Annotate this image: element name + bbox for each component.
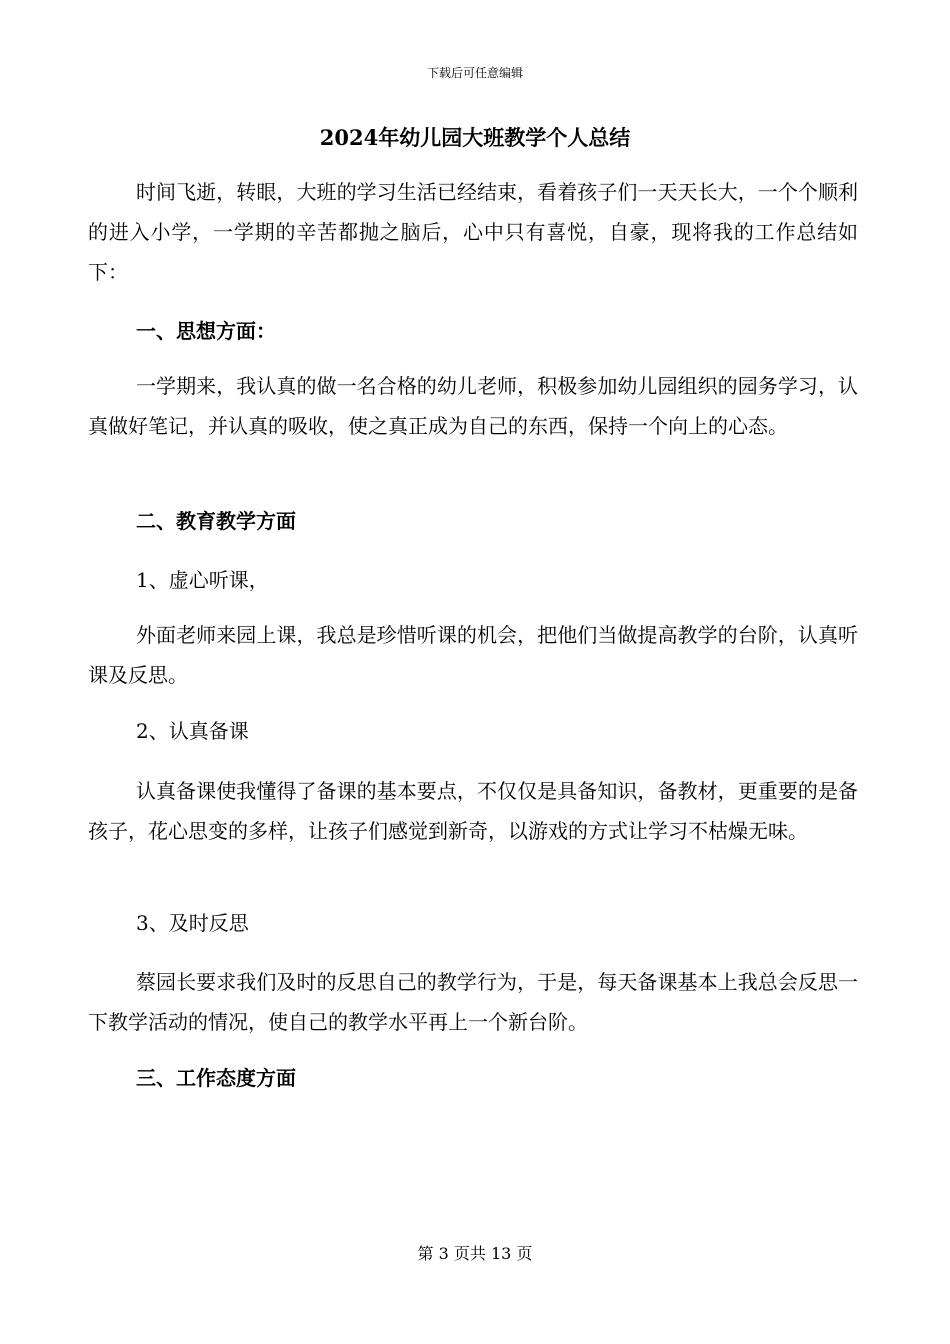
section-heading-teaching: 二、教育教学方面 [136, 509, 296, 533]
page-number-footer: 第 3 页共 13 页 [417, 1244, 533, 1263]
section-heading-thought: 一、思想方面： [136, 319, 276, 343]
subsection-title-preparation: 2、认真备课 [136, 719, 249, 743]
document-title: 2024年幼儿园大班教学个人总结 [319, 125, 631, 150]
subsection-body-listening: 外面老师来园上课，我总是珍惜听课的机会，把他们当做提高教学的台阶，认真听课及反思。 [88, 623, 858, 687]
subsection-body-reflection: 蔡园长要求我们及时的反思自己的教学行为，于是，每天备课基本上我总会反思一下教学活动的情况，使自己的教学水平再上一个新台阶。 [88, 970, 858, 1034]
header-note: 下载后可任意编辑 [426, 66, 523, 80]
intro-paragraph: 时间飞逝，转眼，大班的学习生活已经结束，看着孩子们一天天长大，一个个顺利的进入小学，一学期的辛苦都抛之脑后，心中只有喜悦，自豪，现将我的工作总结如下： [88, 180, 858, 284]
subsection-title-listening: 1、虚心听课， [136, 568, 269, 592]
subsection-title-reflection: 3、及时反思 [136, 911, 249, 935]
section-heading-attitude: 三、工作态度方面 [136, 1066, 296, 1090]
subsection-body-preparation: 认真备课使我懂得了备课的基本要点，不仅仅是具备知识，备教材，更重要的是备孩子，花心思变的多样，让孩子们感觉到新奇，以游戏的方式让学习不枯燥无味。 [88, 779, 858, 843]
section-body-thought: 一学期来，我认真的做一名合格的幼儿老师，积极参加幼儿园组织的园务学习，认真做好笔记，并认真的吸收，使之真正成为自己的东西，保持一个向上的心态。 [88, 374, 858, 438]
